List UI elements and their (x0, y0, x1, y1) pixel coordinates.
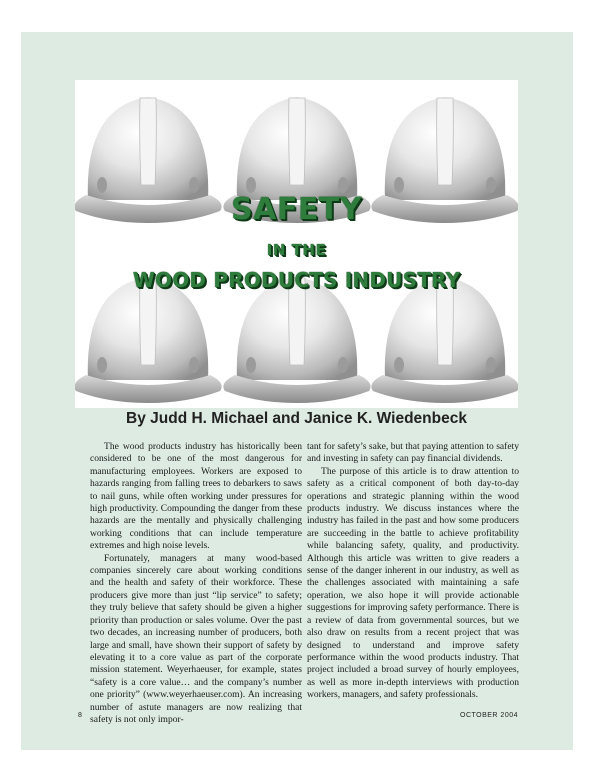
hero-subtitle-line1: IN THE (266, 241, 327, 259)
author-byline: By Judd H. Michael and Janice K. Wiedenbeck (126, 410, 467, 427)
hero-title: SAFETY (231, 192, 362, 227)
body-column-left (90, 441, 302, 726)
paragraph: Fortunately, managers at many wood-based companies sincerely care about working conditions and the health and safety of their workforce. These producers give more than just “lip service” to safety; they truly believe that safety should be given a higher priority than production or sales volume. Over the past two decades, an increasing number of producers, both large and small, have shown their support of safety by elevating it to a core value as part of the corporate mission statement. Weyerhaeuser, for example, states “safety is a core value… and the company’s number one priority” (www.weyerhaeuser.com). An increasing number of astute managers are now realizing that safety is not only impor- (90, 552, 302, 725)
paragraph: tant for safety’s sake, but that paying attention to safety and investing in safety can pay financial dividends. (307, 441, 519, 465)
page-number: 8 (78, 712, 83, 719)
paragraph: The wood products industry has historically been considered to be one of the most dangerous for manufacturing employees. Workers are exposed to hazards ranging from falling trees to debarkers to saws to nail guns, while often working under pressures for high productivity. Compounding the danger from these hazards are the mentally and physically challenging working conditions that can include temperature extremes and high noise levels. (90, 441, 302, 552)
hero-image (75, 80, 518, 408)
issue-date: OCTOBER 2004 (460, 712, 519, 719)
hero-subtitle-line2: WOOD PRODUCTS INDUSTRY (132, 268, 461, 292)
body-column-right (307, 441, 519, 702)
paragraph: The purpose of this article is to draw attention to safety as a critical component of both day-to-day operations and strategic planning within the wood products industry. We discuss instances where the industry has failed in the past and how some producers are succeeding in the battle to achieve profitability while balancing safety, quality, and productivity. Although this article was written to give readers a sense of the danger inherent in our industry, as well as the challenges associated with maintaining a safe operation, we also hope it will provide actionable suggestions for improving safety performance. There is a review of data from governmental sources, but we also draw on results from a recent project that was designed to understand and improve safety performance within the wood products industry. That project included a broad survey of hourly employees, as well as more in-depth interviews with production workers, managers, and safety professionals. (307, 465, 519, 701)
